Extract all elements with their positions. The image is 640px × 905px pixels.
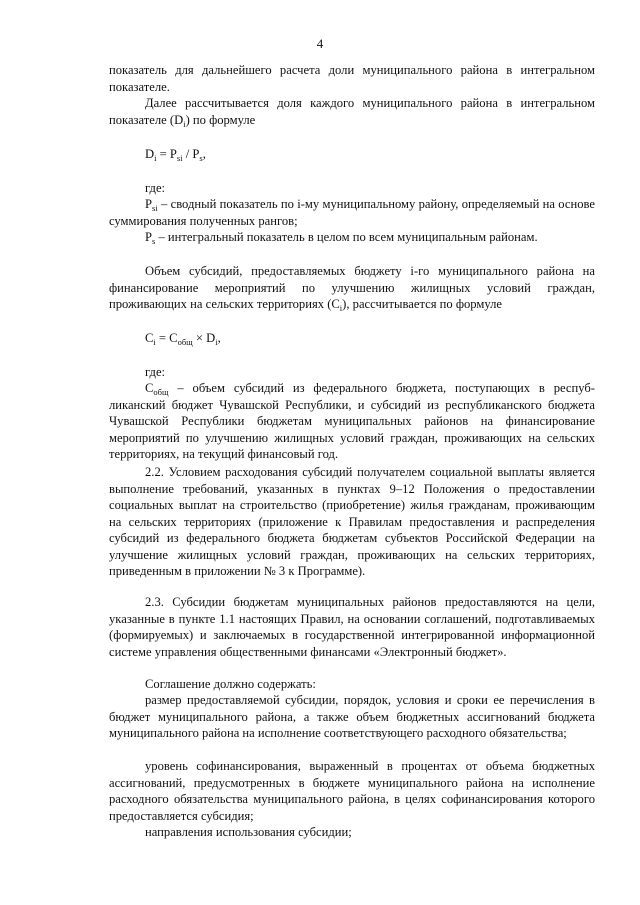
paragraph-2-3: 2.3. Субсидии бюджетам муниципальных районов предоставляются на цели, указанные в пункте 1.1 настоящих Правил, на основании соглашений, подготавливаемых (формируемых) и заключаемых в государственной интегрированной информационной системе управления общественными финансами «Электронный бюджет». <box>109 595 595 659</box>
list-item-subsidy-directions: направления использования субсидии; <box>145 825 352 839</box>
definition-ps: $P_s$ – интегральный показатель в целом по всем муниципальным районам. <box>145 230 538 246</box>
paragraph-share-formula-intro: Далее рассчитывается доля каждого муниципального района в интегральном показателе $(D_i)$ по формуле <box>109 96 595 129</box>
list-item-subsidy-size: размер предоставляемой субсидии, порядок, условия и сроки ее перечисления в бюджет муниципального района, а также объем бюджетных ассигнований бюджета муниципального района на исполнение соответствующего расходного обязательства; <box>109 693 595 740</box>
paragraph-2-2: 2.2. Условием расходования субсидий получателем социальной выплаты является выполнение требований, указанных в пунктах 9–12 Положения о предоставлении социальных выплат на строительство (приобретение) жилья гражданам, проживающим на сельских территориях (приложение к Правилам предоставления и распределения субсидий из федерального бюджета бюджетам субъектов Российской Федерации на улучшение жилищных условий граждан, проживающих на сельских территориях, приведенным в приложении № 3 к Программе). <box>109 465 595 578</box>
paragraph-continuation: показатель для дальнейшего расчета доли муниципального района в интегральном показателе. <box>109 63 595 94</box>
formula-share: $D_i = P_{si} / P_s$, <box>145 147 206 163</box>
where-label: где: <box>145 365 166 379</box>
page-number: 4 <box>316 36 324 51</box>
definition-cobsh: $C_{общ}$ – объем субсидий из федерального бюджета, поступающих в республиканский бюджет Чувашской Республики, и субсидий из республиканского бюджета Чувашской Республики бюджетам муниципальных районов на финансирование мероприятий по улучшению жилищных условий граждан, проживающих на сельских территориях, на текущий финансовый год. <box>109 381 595 461</box>
paragraph-subsidy-volume-intro: Объем субсидий, предоставляемых бюджету i-го муниципального района на финансирование мероприятий по улучшению жилищных условий граждан, проживающих на сельских территориях $(C_i)$, рассчитывается по формуле <box>109 264 595 313</box>
list-item-cofinancing-level: уровень софинансирования, выраженный в процентах от объема бюджетных ассигнований, предусмотренных в бюджете муниципального района на исполнение расходного обязательства муниципального района, в целях софинансирования которого предоставляется субсидия; <box>109 759 595 823</box>
paragraph-agreement-must-contain: Соглашение должно содержать: <box>145 677 316 691</box>
where-label: где: <box>145 181 166 195</box>
formula-subsidy: $C_i = C_{общ} \times D_i$, <box>145 331 221 347</box>
definition-psi: $P_{si}$ – сводный показатель по i-му муниципальному району, определяемый на основе суммирования полученных рангов; <box>109 197 595 228</box>
